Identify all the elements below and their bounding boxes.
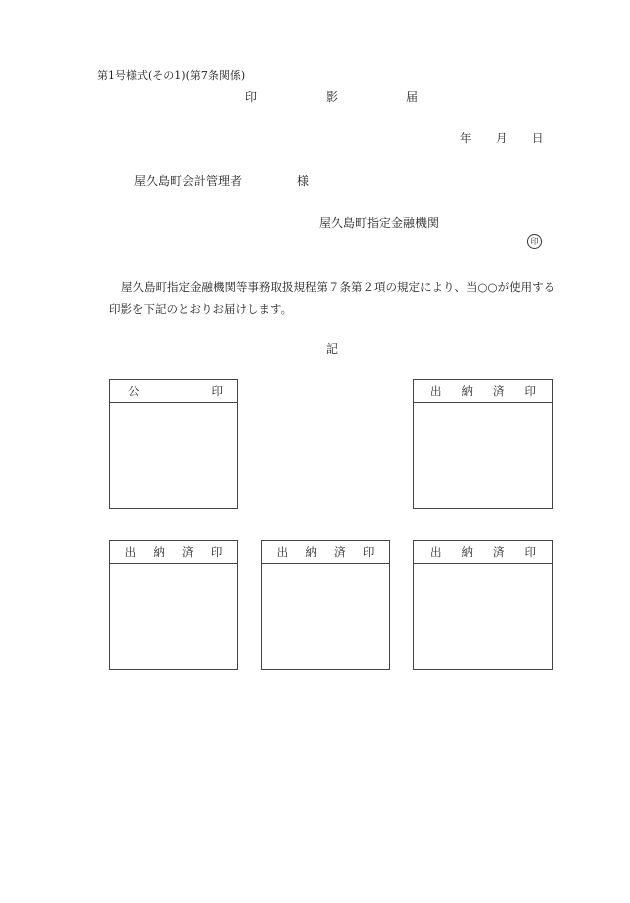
paid-stamp-header: [110, 541, 237, 564]
document-title-char-3: 届: [406, 90, 419, 104]
document-title-char-2: 影: [326, 90, 339, 104]
paid-stamp-header-char: 出: [430, 384, 442, 398]
paid-stamp-box: [261, 540, 390, 670]
paid-stamp-header: [414, 541, 552, 564]
paid-stamp-box: [413, 379, 553, 509]
date-year-label: 年: [460, 131, 472, 145]
paid-stamp-header: [414, 380, 552, 403]
document-title-char-1: 印: [245, 90, 258, 104]
ki-heading: 記: [326, 342, 339, 356]
paid-stamp-header: [262, 541, 389, 564]
paid-stamp-header-char: 済: [493, 545, 505, 559]
official-seal-header-char-1: 公: [128, 384, 140, 398]
paid-stamp-header-char: 納: [305, 545, 317, 559]
date-month-label: 月: [496, 131, 508, 145]
paid-stamp-header-char: 印: [524, 545, 536, 559]
official-seal-box: [109, 379, 238, 509]
paid-stamp-header-char: 出: [124, 545, 137, 559]
paid-stamp-header-char: 印: [210, 545, 223, 559]
paid-stamp-header-char: 済: [334, 545, 346, 559]
paid-stamp-header-char: 済: [182, 545, 194, 559]
form-number: 第1号様式(その1)(第7条関係): [97, 69, 246, 82]
paid-stamp-header-char: 納: [461, 545, 473, 559]
date-day-label: 日: [532, 131, 544, 145]
addressee: 屋久島町会計管理者: [134, 174, 243, 188]
honorific: 様: [297, 174, 310, 188]
body-line-2: 印影を下記のとおりお届けします。: [109, 302, 293, 316]
paid-stamp-header-char: 印: [362, 545, 375, 559]
body-text: [97, 276, 577, 320]
paid-stamp-header-char: 納: [461, 384, 473, 398]
paid-stamp-header-char: 済: [493, 384, 505, 398]
paid-stamp-header-char: 納: [153, 545, 165, 559]
paid-stamp-box: [109, 540, 238, 670]
official-seal-header: [110, 380, 237, 403]
seal-mark-icon: 印: [527, 234, 542, 249]
paid-stamp-header-char: 印: [524, 384, 536, 398]
body-line-1: 屋久島町指定金融機関等事務取扱規程第７条第２項の規定により、当○○が使用する: [121, 280, 556, 294]
official-seal-header-char-2: 印: [211, 384, 223, 398]
paid-stamp-header-char: 出: [276, 545, 289, 559]
sender-name: 屋久島町指定金融機関: [319, 216, 440, 230]
paid-stamp-header-char: 出: [430, 545, 442, 559]
paid-stamp-box: [413, 540, 553, 670]
